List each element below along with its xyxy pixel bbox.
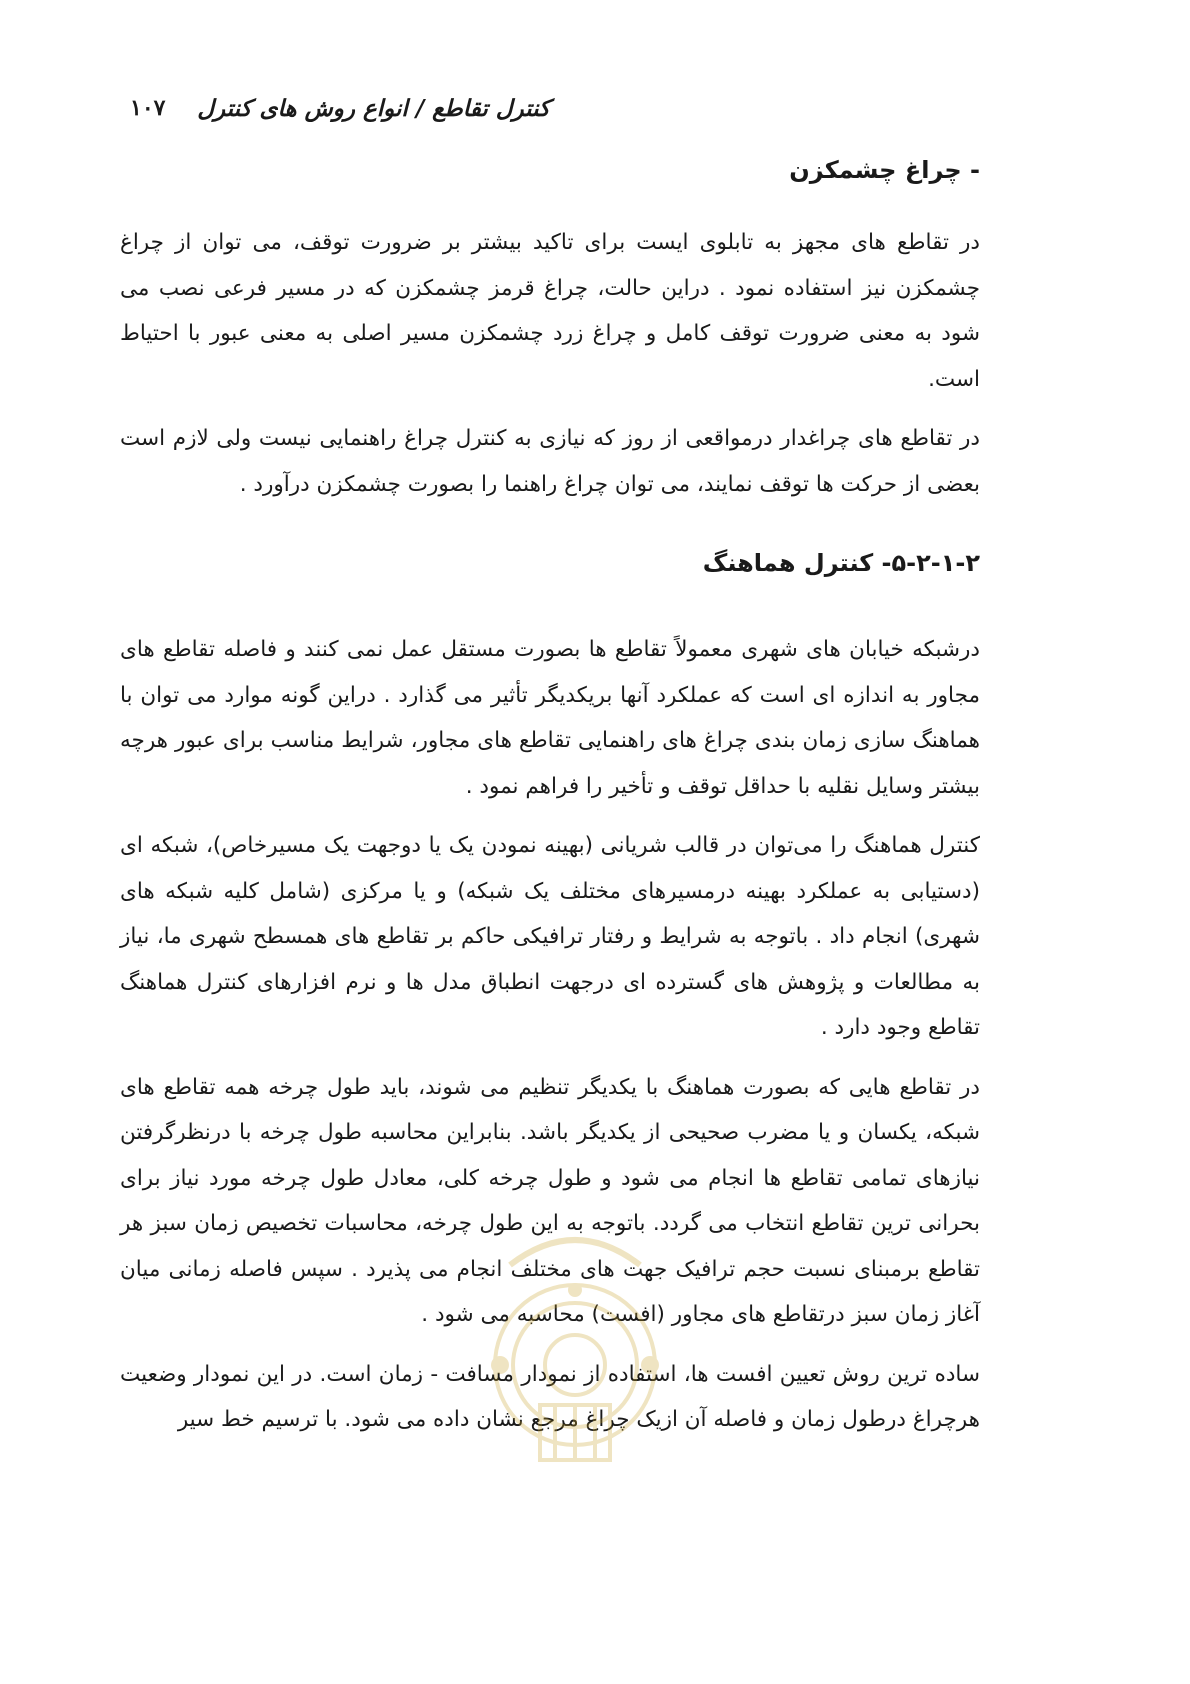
paragraph: در تقاطع های چراغدار درمواقعی از روز که نیازی به کنترل چراغ راهنمایی نیست ولی لازم است بعضی از حرکت ها توقف نمایند، می توان چراغ راهنما را بصورت چشمکزن درآورد .: [120, 426, 980, 497]
paragraph: در تقاطع های مجهز به تابلوی ایست برای تاکید بیشتر بر ضرورت توقف، می توان از چراغ چشمکزن نیز استفاده نمود . دراین حالت، چراغ قرمز چشمکزن که در مسیر فرعی نصب می شود به معنی ضرورت توقف کامل و چراغ زرد چشمکزن مسیر اصلی به معنی عبور با احتیاط است.: [120, 230, 980, 392]
paragraph: درشبکه خیابان های شهری معمولاً تقاطع ها بصورت مستقل عمل نمی کنند و فاصله تقاطع های مجاور به اندازه ای است که عملکرد آنها بریکدیگر تأثیر می گذارد . دراین گونه موارد می توان با هماهنگ سازی زمان بندی چراغ های راهنمایی تقاطع های مجاور، شرایط مناسب برای عبور هرچه بیشتر وسایل نقلیه با حداقل توقف و تأخیر را فراهم نمود .: [120, 637, 980, 799]
running-head-title: کنترل تقاطع / انواع روش های کنترل: [197, 94, 550, 122]
running-head: [130, 88, 550, 128]
paragraph: کنترل هماهنگ را می‌توان در قالب شریانی (بهینه نمودن یک یا دوجهت یک مسیرخاص)، شبکه ای (دستیابی به عملکرد بهینه درمسیرهای مختلف یک شبکه) و یا مرکزی (شامل کلیه شبکه های شهری) انجام داد . باتوجه به شرایط و رفتار ترافیکی حاکم بر تقاطع های همسطح شهری ما، نیاز به مطالعات و پژوهش های گسترده ای درجهت انطباق مدل ها و نرم افزارهای کنترل هماهنگ تقاطع وجود دارد .: [120, 833, 980, 1040]
watermark-seal-icon: [470, 1215, 680, 1485]
page-number: ۱۰۷: [130, 95, 166, 121]
subheading-flashing-light: - چراغ چشمکزن: [789, 156, 980, 184]
paragraph: ساده ترین روش تعیین افست ها، استفاده از نمودار مسافت - زمان است. در این نمودار وضعیت هرچراغ درطول زمان و فاصله آن ازیک چراغ مرجع نشان داده می شود. با ترسیم خط سیر: [120, 1361, 980, 1432]
paragraph: در تقاطع هایی که بصورت هماهنگ با یکدیگر تنظیم می شوند، باید طول چرخه همه تقاطع های شبکه، یکسان و یا مضرب صحیحی از یکدیگر باشد. بنابراین محاسبه طول چرخه با درنظرگرفتن نیازهای تمامی تقاطع ها انجام می شود و طول چرخه کلی، معادل طول چرخه مورد نیاز برای بحرانی ترین تقاطع انتخاب می گردد. باتوجه به این طول چرخه، محاسبات تخصیص زمان سبز هر تقاطع برمبنای نسبت حجم ترافیک جهت های مختلف انجام می پذیرد . سپس فاصله زمانی میان آغاز زمان سبز درتقاطع های مجاور (افست) محاسبه می شود .: [120, 1074, 980, 1327]
section-heading-coordinated-control: ۵-۲-۱-۲- کنترل هماهنگ: [702, 549, 980, 577]
